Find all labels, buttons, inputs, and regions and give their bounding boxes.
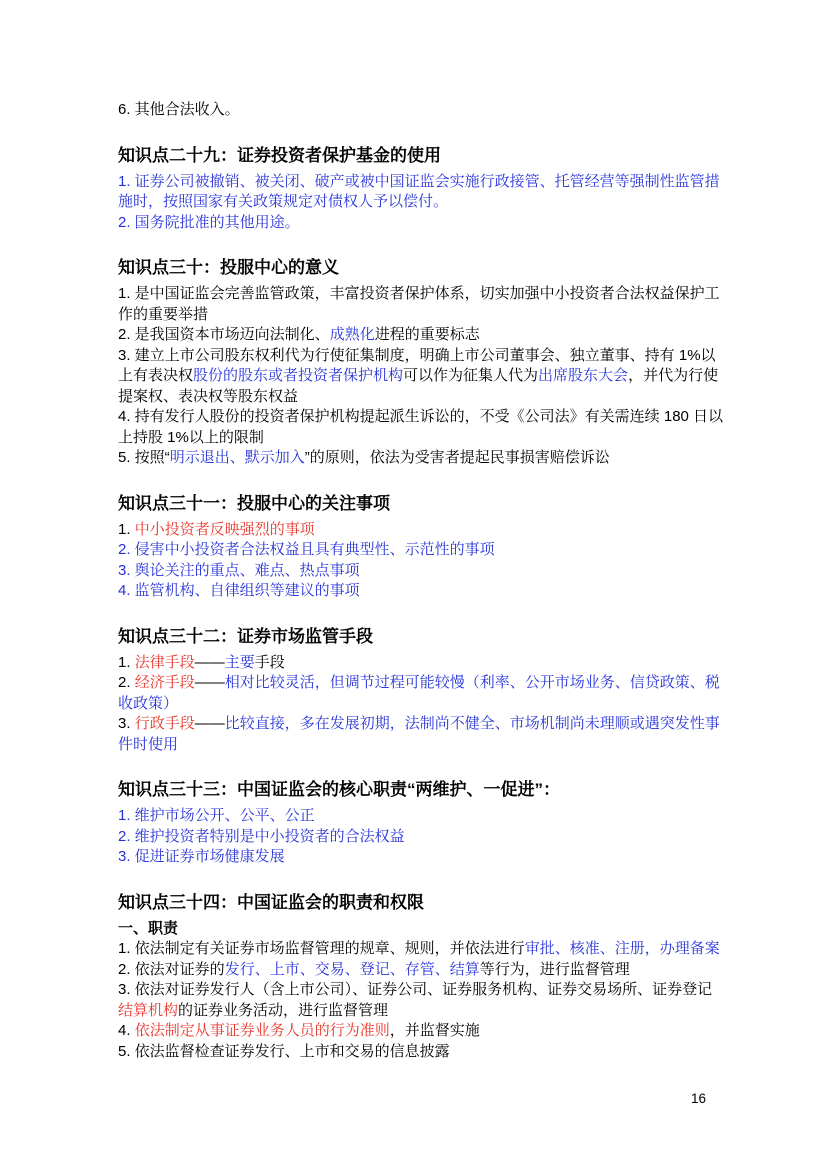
text-segment: 收政策） xyxy=(118,694,179,712)
text-segment: 提案权、表决权等股东权益 xyxy=(118,387,299,405)
section-5 xyxy=(118,778,724,868)
text-segment: 6. 其他合法收入。 xyxy=(118,101,240,118)
section-heading: 知识点三十一：投服中心的关注事项 xyxy=(118,493,390,513)
section-heading: 知识点三十三：中国证监会的核心职责“两维护、一促进”： xyxy=(118,780,560,799)
text-line xyxy=(118,520,724,541)
text-line xyxy=(118,939,724,960)
text-line xyxy=(118,325,724,346)
text-line xyxy=(118,192,724,213)
text-segment: 1. 是中国证监会完善监管政策，丰富投资者保护体系，切实加强中小投资者合法权益保护工 xyxy=(118,285,720,302)
text-segment: 2. 依法对证券的 xyxy=(118,960,225,978)
text-segment: 1. xyxy=(118,653,135,671)
text-segment: 4. 持有发行人股份的投资者保护机构提起派生诉讼的，不受《公司法》有关需连续 180 日以 xyxy=(118,408,724,425)
text-line xyxy=(118,1042,724,1063)
text-line xyxy=(118,213,724,234)
text-line xyxy=(118,694,724,715)
section-heading: 知识点三十四：中国证监会的职责和权限 xyxy=(118,892,424,912)
text-segment: 4. 监管机构、自律组织等建议的事项 xyxy=(118,582,360,599)
text-segment: —— xyxy=(194,674,225,691)
text-segment: 上持股 1%以上的限制 xyxy=(118,428,264,446)
text-line xyxy=(118,407,724,428)
section-heading: 知识点二十九：证券投资者保护基金的使用 xyxy=(118,145,441,165)
text-segment: 经济手段 xyxy=(134,674,195,691)
section-0 xyxy=(118,100,724,121)
text-segment: 股份的股东或者投资者保护机构 xyxy=(193,367,404,384)
text-segment: 主要 xyxy=(224,653,255,671)
text-line xyxy=(118,284,724,305)
text-segment: 件时使用 xyxy=(118,735,179,753)
text-segment: ，并代为行使 xyxy=(628,367,719,384)
text-segment: 3. 依法对证券发行人（含上市公司）、证券公司、证券服务机构、证券交易场所、证券登记 xyxy=(118,981,713,998)
text-segment: 手段 xyxy=(254,653,285,671)
text-line xyxy=(118,960,724,981)
text-line xyxy=(118,1021,724,1042)
text-line xyxy=(118,428,724,449)
text-line xyxy=(118,653,724,674)
text-segment: 1. 依法制定有关证券市场监督管理的规章、规则，并依法进行 xyxy=(118,940,525,957)
text-segment: 中小投资者反映强烈的事项 xyxy=(134,520,315,538)
text-segment: —— xyxy=(194,715,225,732)
page-number: 16 xyxy=(691,1091,707,1106)
text-segment: 明示退出、默示加入 xyxy=(169,449,305,466)
text-line xyxy=(118,100,724,121)
text-segment: 上有表决权 xyxy=(118,367,194,384)
text-segment: 比较直接，多在发展初期，法制尚不健全、市场机制尚未理顺或遇突发性事 xyxy=(224,715,720,732)
text-segment: 依法制定从事证券业务人员的行为准则 xyxy=(134,1022,390,1039)
text-segment: 3. 建立上市公司股东权利代为行使征集制度，明确上市公司董事会、独立董事、持有 1%以 xyxy=(118,346,716,364)
text-segment: 一、职责 xyxy=(118,919,179,937)
document-content xyxy=(118,100,724,1062)
section-6 xyxy=(118,891,724,1063)
text-segment: 1. xyxy=(118,520,135,538)
text-line xyxy=(118,1001,724,1022)
text-segment: 进程的重要标志 xyxy=(374,326,480,343)
text-segment: 2. 国务院批准的其他用途。 xyxy=(118,213,300,231)
text-segment: 3. xyxy=(118,715,135,732)
text-segment: 成熟化 xyxy=(329,326,375,343)
text-line xyxy=(118,919,724,940)
text-segment: 1. 维护市场公开、公平、公正 xyxy=(118,807,315,824)
text-segment: 2. 是我国资本市场迈向法制化、 xyxy=(118,326,330,343)
text-segment: 2. xyxy=(118,674,135,691)
text-line xyxy=(118,346,724,367)
section-2 xyxy=(118,256,724,469)
text-line xyxy=(118,673,724,694)
text-line xyxy=(118,980,724,1001)
text-line xyxy=(118,366,724,387)
text-line xyxy=(118,561,724,582)
text-segment: ”的原则，依法为受害者提起民事损害赔偿诉讼 xyxy=(304,449,610,466)
text-line xyxy=(118,172,724,193)
section-4 xyxy=(118,625,724,756)
text-segment: 5. 依法监督检查证券发行、上市和交易的信息披露 xyxy=(118,1042,450,1060)
text-segment: 施时，按照国家有关政策规定对债权人予以偿付。 xyxy=(118,193,449,210)
text-line xyxy=(118,540,724,561)
text-segment: 2. 侵害中小投资者合法权益且具有典型性、示范性的事项 xyxy=(118,541,495,558)
text-segment: 1. 证券公司被撤销、被关闭、破产或被中国证监会实施行政接管、托管经营等强制性监管措 xyxy=(118,172,720,190)
section-heading: 知识点三十二：证券市场监管手段 xyxy=(118,626,373,646)
text-line xyxy=(118,714,724,735)
text-segment: —— xyxy=(194,653,225,671)
text-segment: 4. xyxy=(118,1022,135,1039)
text-line xyxy=(118,305,724,326)
text-line xyxy=(118,806,724,827)
section-1 xyxy=(118,144,724,234)
text-segment: 5. 按照“ xyxy=(118,449,170,466)
text-line xyxy=(118,581,724,602)
text-segment: 可以作为征集人代为 xyxy=(403,367,539,384)
text-line xyxy=(118,847,724,868)
text-segment: 出席股东大会 xyxy=(538,367,629,384)
text-segment: 行政手段 xyxy=(134,715,195,732)
text-segment: 作的重要举措 xyxy=(118,305,209,323)
text-segment: 的证券业务活动，进行监督管理 xyxy=(178,1001,389,1019)
text-segment: 结算机构 xyxy=(118,1001,179,1019)
text-segment: 审批、核准、注册，办理备案 xyxy=(524,940,720,957)
section-3 xyxy=(118,492,724,602)
text-segment: 法律手段 xyxy=(134,653,195,671)
text-segment: 3. 舆论关注的重点、难点、热点事项 xyxy=(118,561,360,579)
text-segment: 等行为，进行监督管理 xyxy=(479,960,630,978)
text-segment: 3. 促进证券市场健康发展 xyxy=(118,848,285,865)
text-line xyxy=(118,448,724,469)
text-segment: 2. 维护投资者特别是中小投资者的合法权益 xyxy=(118,827,405,845)
text-line xyxy=(118,827,724,848)
text-line xyxy=(118,387,724,408)
text-segment: 发行、上市、交易、登记、存管、结算 xyxy=(224,960,480,978)
text-line xyxy=(118,735,724,756)
text-segment: ，并监督实施 xyxy=(389,1022,480,1039)
text-segment: 相对比较灵活，但调节过程可能较慢（利率、公开市场业务、信贷政策、税 xyxy=(224,674,720,691)
section-heading: 知识点三十：投服中心的意义 xyxy=(118,258,339,277)
